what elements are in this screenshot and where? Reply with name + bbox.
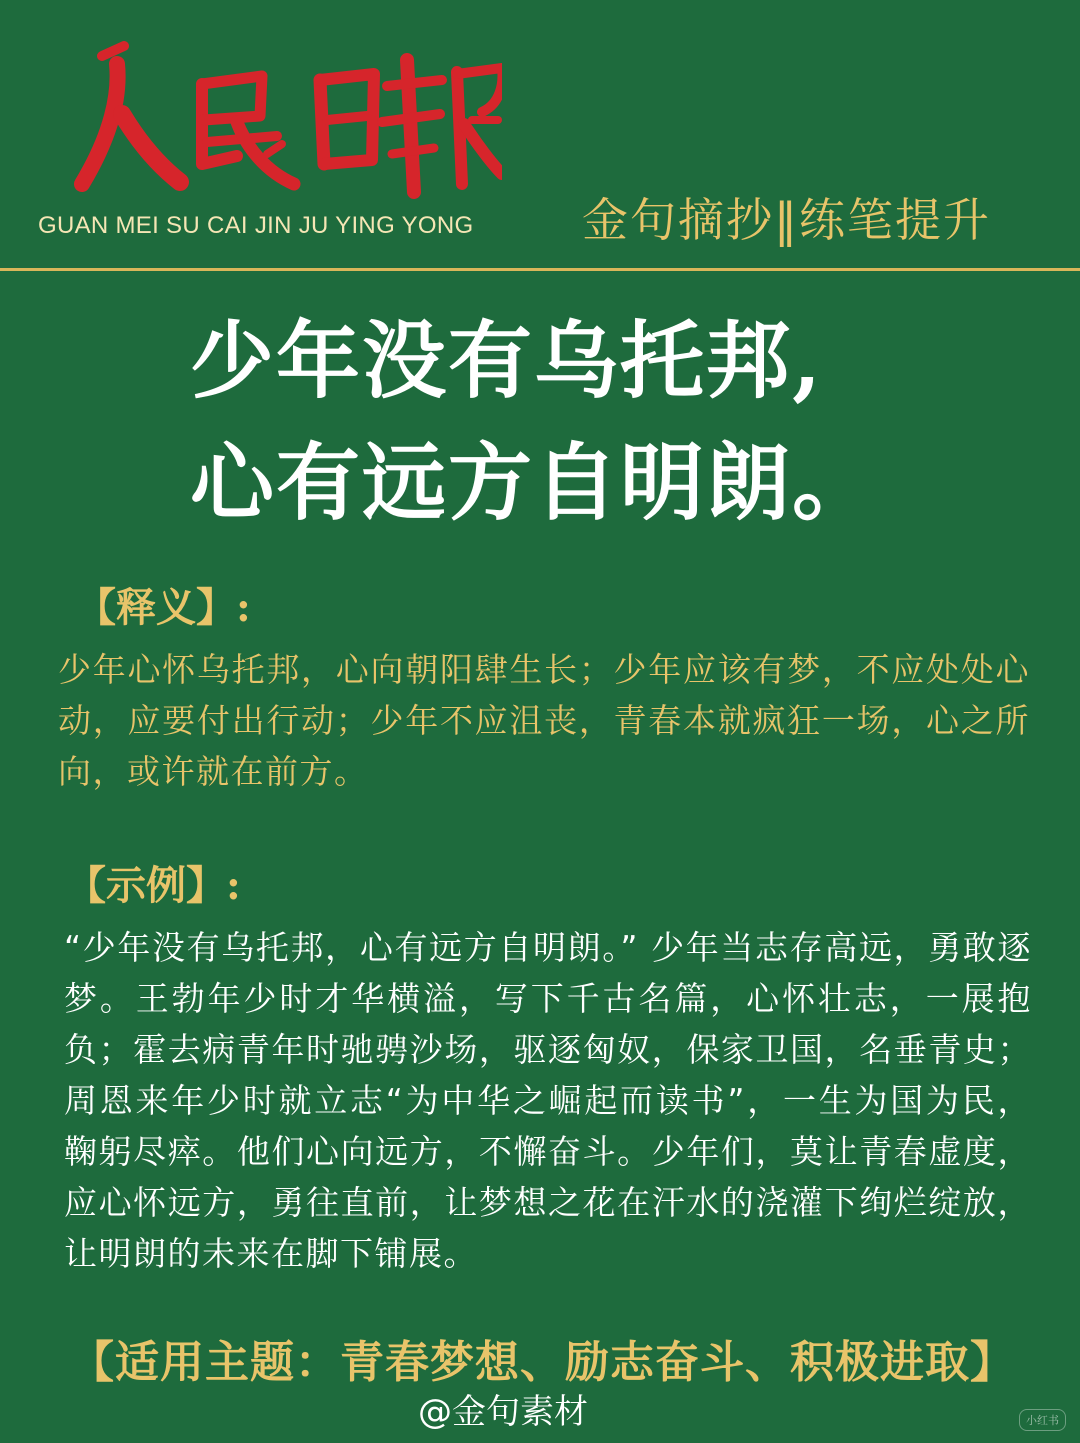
divider-line [0,268,1080,271]
pinyin-caption: GUAN MEI SU CAI JIN JU YING YONG [38,212,474,239]
applicable-theme: 【适用主题：青春梦想、励志奋斗、积极进取】 [70,1337,1015,1388]
headline-line-2: 心有远方自明朗。 [190,433,879,532]
quote-headline [190,300,1050,544]
watermark-badge: 小红书 [1019,1409,1066,1431]
headline-line-1: 少年没有乌托邦, [190,311,824,410]
calligraphy-logo-icon [62,24,502,204]
explain-text: 少年心怀乌托邦，心向朝阳肆生长；少年应该有梦，不应处处心动，应要付出行动；少年不应沮丧，青春本就疯狂一场，心之所向，或许就在前方。 [58,650,1030,791]
newspaper-logo [62,24,502,204]
example-label: 【示例】: [66,862,241,909]
example-text: “少年没有乌托邦，心有远方自明朗。” 少年当志存高远，勇敢逐梦。王勃年少时才华横溢，写下千古名篇，心怀壮志，一展抱负；霍去病青年时驰骋沙场，驱逐匈奴，保家卫国，名垂青史；周恩来年少时就立志“为中华之崛起而读书”，一生为国为民，鞠躬尽瘁。他们心向远方，不懈奋斗。少年们，莫让青春虚度，应心怀远方，勇往直前，让梦想之花在汗水的浇灌下绚烂绽放，让明朗的未来在脚下铺展。 [64,928,1032,1273]
header [0,0,1080,270]
header-slogan: 金句摘抄‖练笔提升 [582,193,991,247]
source-credit: @金句素材 [418,1392,588,1432]
explain-label: 【释义】: [76,584,251,631]
